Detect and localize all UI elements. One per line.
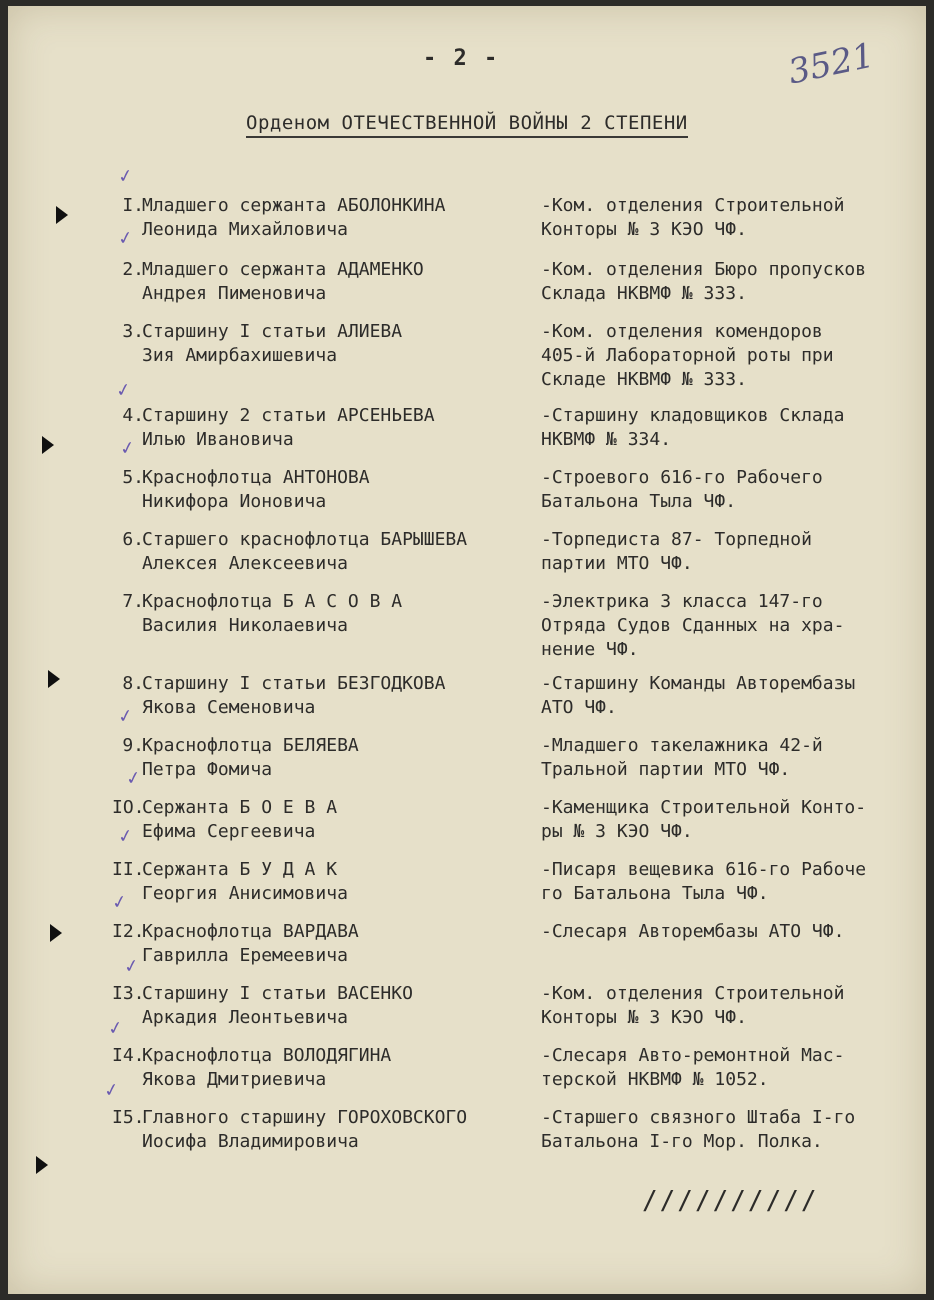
position-line: -Слесаря Авто-ремонтной Мас- <box>541 1045 845 1066</box>
position-line: нение ЧФ. <box>541 639 639 660</box>
given-names: Никифора Ионовича <box>142 491 327 512</box>
rank-surname: Старшину I статьи ВАСЕНКО <box>142 983 413 1004</box>
position-line: -Писаря вещевика 616-го Рабоче <box>541 859 867 880</box>
entry-number: 9. <box>122 735 144 756</box>
check-mark-icon: ✓ <box>122 954 141 979</box>
entry-number: I5. <box>112 1107 145 1128</box>
position-line: Тральной партии МТО ЧФ. <box>541 759 791 780</box>
position-line: Конторы № 3 КЭО ЧФ. <box>541 1007 747 1028</box>
rank-surname: Старшего краснофлотца БАРЫШЕВА <box>142 529 468 550</box>
position-line: Батальона Тыла ЧФ. <box>541 491 737 512</box>
rank-surname: Краснофлотца ВАРДАВА <box>142 921 359 942</box>
check-mark-icon: ✓ <box>102 1078 121 1103</box>
given-names: Андрея Пименовича <box>142 283 327 304</box>
handwritten-archive-number: 3521 <box>784 35 878 93</box>
check-mark-icon: ✓ <box>116 226 135 251</box>
check-mark-icon: ✓ <box>106 1016 125 1041</box>
entry-number: I. <box>122 195 144 216</box>
rank-surname: Краснофлотца ВОЛОДЯГИНА <box>142 1045 392 1066</box>
rank-surname: Младшего сержанта АБОЛОНКИНА <box>142 195 446 216</box>
position-line: го Батальона Тыла ЧФ. <box>541 883 769 904</box>
entry-number: 8. <box>122 673 144 694</box>
check-mark-icon: ✓ <box>116 704 135 729</box>
check-mark-icon: ✓ <box>116 164 135 189</box>
entry-number: IO. <box>112 797 145 818</box>
given-names: Якова Семеновича <box>142 697 316 718</box>
given-names: Якова Дмитриевича <box>142 1069 327 1090</box>
position-line: -Электрика 3 класса 147-го <box>541 591 823 612</box>
position-line: -Ком. отделения Строительной <box>541 195 845 216</box>
given-names: Петра Фомича <box>142 759 273 780</box>
position-line: -Старшего связного Штаба I-го <box>541 1107 856 1128</box>
position-line: партии МТО ЧФ. <box>541 553 693 574</box>
position-line: Конторы № 3 КЭО ЧФ. <box>541 219 747 240</box>
check-mark-icon: ✓ <box>114 378 133 403</box>
punch-hole <box>42 436 54 454</box>
entry-number: 4. <box>122 405 144 426</box>
position-line: -Торпедиста 87- Торпедной <box>541 529 812 550</box>
rank-surname: Старшину I статьи АЛИЕВА <box>142 321 403 342</box>
rank-surname: Старшину 2 статьи АРСЕНЬЕВА <box>142 405 435 426</box>
position-line: терской НКВМФ № 1052. <box>541 1069 769 1090</box>
order-heading: Орденом ОТЕЧЕСТВЕННОЙ ВОЙНЫ 2 СТЕПЕНИ <box>246 112 688 138</box>
punch-hole <box>50 924 62 942</box>
rank-surname: Сержанта Б У Д А К <box>142 859 338 880</box>
position-line: -Младшего такелажника 42-й <box>541 735 823 756</box>
check-mark-icon: ✓ <box>118 436 137 461</box>
rank-surname: Краснофлотца АНТОНОВА <box>142 467 370 488</box>
position-line: -Строевого 616-го Рабочего <box>541 467 823 488</box>
check-mark-icon: ✓ <box>110 890 129 915</box>
given-names: Леонида Михайловича <box>142 219 348 240</box>
rank-surname: Главного старшину ГОРОХОВСКОГО <box>142 1107 468 1128</box>
entry-number: 3. <box>122 321 144 342</box>
position-line: -Слесаря Авторембазы АТО ЧФ. <box>541 921 845 942</box>
entry-number: I2. <box>112 921 145 942</box>
given-names: Иосифа Владимировича <box>142 1131 359 1152</box>
entry-number: 2. <box>122 259 144 280</box>
position-line: -Старшину Команды Авторембазы <box>541 673 856 694</box>
position-line: Отряда Судов Сданных на хра- <box>541 615 845 636</box>
given-names: Илью Ивановича <box>142 429 294 450</box>
punch-hole <box>48 670 60 688</box>
page-number: - 2 - <box>423 46 500 71</box>
given-names: Георгия Анисимовича <box>142 883 348 904</box>
position-line: -Ком. отделения Строительной <box>541 983 845 1004</box>
entry-number: II. <box>112 859 145 880</box>
position-line: Складе НКВМФ № 333. <box>541 369 747 390</box>
rank-surname: Старшину I статьи БЕЗГОДКОВА <box>142 673 446 694</box>
entry-number: I4. <box>112 1045 145 1066</box>
position-line: Батальона I-го Мор. Полка. <box>541 1131 823 1152</box>
rank-surname: Краснофлотца БЕЛЯЕВА <box>142 735 359 756</box>
position-line: Склада НКВМФ № 333. <box>541 283 747 304</box>
entry-number: 7. <box>122 591 144 612</box>
entry-number: 6. <box>122 529 144 550</box>
rank-surname: Младшего сержанта АДАМЕНКО <box>142 259 424 280</box>
position-line: НКВМФ № 334. <box>541 429 672 450</box>
position-line: ры № 3 КЭО ЧФ. <box>541 821 693 842</box>
position-line: 405-й Лабораторной роты при <box>541 345 834 366</box>
given-names: Гаврилла Еремеевича <box>142 945 348 966</box>
position-line: -Ком. отделения Бюро пропусков <box>541 259 867 280</box>
position-line: -Ком. отделения комендоров <box>541 321 823 342</box>
rank-surname: Краснофлотца Б А С О В А <box>142 591 403 612</box>
given-names: Алексея Алексеевича <box>142 553 348 574</box>
punch-hole <box>56 206 68 224</box>
given-names: Аркадия Леонтьевича <box>142 1007 348 1028</box>
rank-surname: Сержанта Б О Е В А <box>142 797 338 818</box>
closing-slashes: ////////// <box>642 1186 819 1216</box>
position-line: -Каменщика Строительной Конто- <box>541 797 867 818</box>
position-line: -Старшину кладовщиков Склада <box>541 405 845 426</box>
position-line: АТО ЧФ. <box>541 697 617 718</box>
check-mark-icon: ✓ <box>116 824 135 849</box>
given-names: Ефима Сергеевича <box>142 821 316 842</box>
given-names: Василия Николаевича <box>142 615 348 636</box>
check-mark-icon: ✓ <box>124 766 143 791</box>
entry-number: 5. <box>122 467 144 488</box>
given-names: Зия Амирбахишевича <box>142 345 338 366</box>
document-page <box>8 6 926 1294</box>
entry-number: I3. <box>112 983 145 1004</box>
punch-hole <box>36 1156 48 1174</box>
